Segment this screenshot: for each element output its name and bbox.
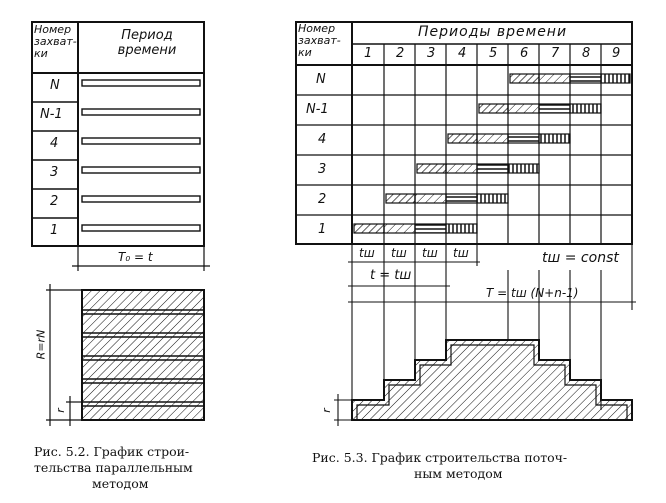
fig53-row-label-N: N xyxy=(316,72,326,87)
fig53-period-8: 8 xyxy=(582,46,591,61)
fig53-caption-line2: ным методом xyxy=(414,466,503,481)
fig53-row-label-4: 4 xyxy=(318,132,327,147)
fig53-small-label: r xyxy=(319,408,333,413)
fig53-period-6: 6 xyxy=(520,46,529,61)
fig53-row-label-N-1: N-1 xyxy=(306,102,329,117)
fig53-const-label: tш = const xyxy=(542,250,619,266)
fig52-row-label-2: 2 xyxy=(50,194,59,209)
fig52-caption-line1: Рис. 5.2. График строи- xyxy=(34,444,190,459)
fig53-col1-header xyxy=(298,23,341,59)
fig53-periods-header: Периоды времени xyxy=(418,24,568,40)
fig53-period-7: 7 xyxy=(551,46,560,61)
fig53-bar-row-N-1 xyxy=(479,104,601,113)
fig53-bar-row-4 xyxy=(448,134,570,143)
fig53-col1-header-line1: Номер xyxy=(298,22,336,35)
fig53-resource-chart xyxy=(334,340,632,426)
fig53-period-4: 4 xyxy=(458,46,467,61)
fig53-bar-row-N xyxy=(510,74,630,83)
fig53-bar-row-1 xyxy=(354,224,477,233)
fig53-period-1: 1 xyxy=(364,46,373,61)
fig53-row-label-3: 3 xyxy=(318,162,327,177)
fig53-tsh-label-1: tш xyxy=(359,246,375,260)
fig52-row-label-3: 3 xyxy=(50,165,59,180)
fig53-col1-header-line2: захват- xyxy=(298,34,341,47)
fig52-row-label-N: N xyxy=(50,78,60,93)
fig52-row-label-4: 4 xyxy=(50,136,59,151)
fig53-row-label-1: 1 xyxy=(318,222,327,237)
fig52-col2-header-line2: времени xyxy=(117,43,177,58)
fig52-col1-header-line3: ки xyxy=(34,47,48,60)
fig53-bar-row-3 xyxy=(417,164,539,173)
fig52-duration-label: T₀ = t xyxy=(118,250,153,264)
fig53-tsh-label-4: tш xyxy=(453,246,469,260)
fig53-period-2: 2 xyxy=(396,46,405,61)
fig53-tsh-label-2: tш xyxy=(391,246,407,260)
fig52-col2-header-line1: Период xyxy=(121,28,173,43)
fig52-small-label: r xyxy=(53,408,67,413)
fig52-row-label-1: 1 xyxy=(50,223,59,238)
fig53-t-label: t = tш xyxy=(370,268,412,283)
fig53-caption xyxy=(312,450,567,482)
fig53-col1-header-line3: ки xyxy=(298,46,312,59)
fig52-height-label: R=rN xyxy=(34,329,48,360)
fig53-total-label: T = tш (N+n-1) xyxy=(486,286,579,300)
fig53-period-3: 3 xyxy=(427,46,436,61)
fig52-caption-line3: методом xyxy=(92,476,149,491)
fig52-caption-line2: тельства параллельным xyxy=(34,460,193,475)
fig53-period-9: 9 xyxy=(612,46,621,61)
fig52-row-label-N-1: N-1 xyxy=(40,107,63,122)
fig53-caption-line1: Рис. 5.3. График строительства поточ- xyxy=(312,450,568,465)
fig53-row-label-2: 2 xyxy=(318,192,327,207)
fig53-period-5: 5 xyxy=(489,46,498,61)
fig53-bar-row-2 xyxy=(386,194,508,203)
fig52-col1-header-line1: Номер xyxy=(34,23,72,36)
fig53-bars xyxy=(354,74,630,233)
fig52-col1-header-line2: захват- xyxy=(34,35,77,48)
fig53-tsh-label-3: tш xyxy=(422,246,438,260)
